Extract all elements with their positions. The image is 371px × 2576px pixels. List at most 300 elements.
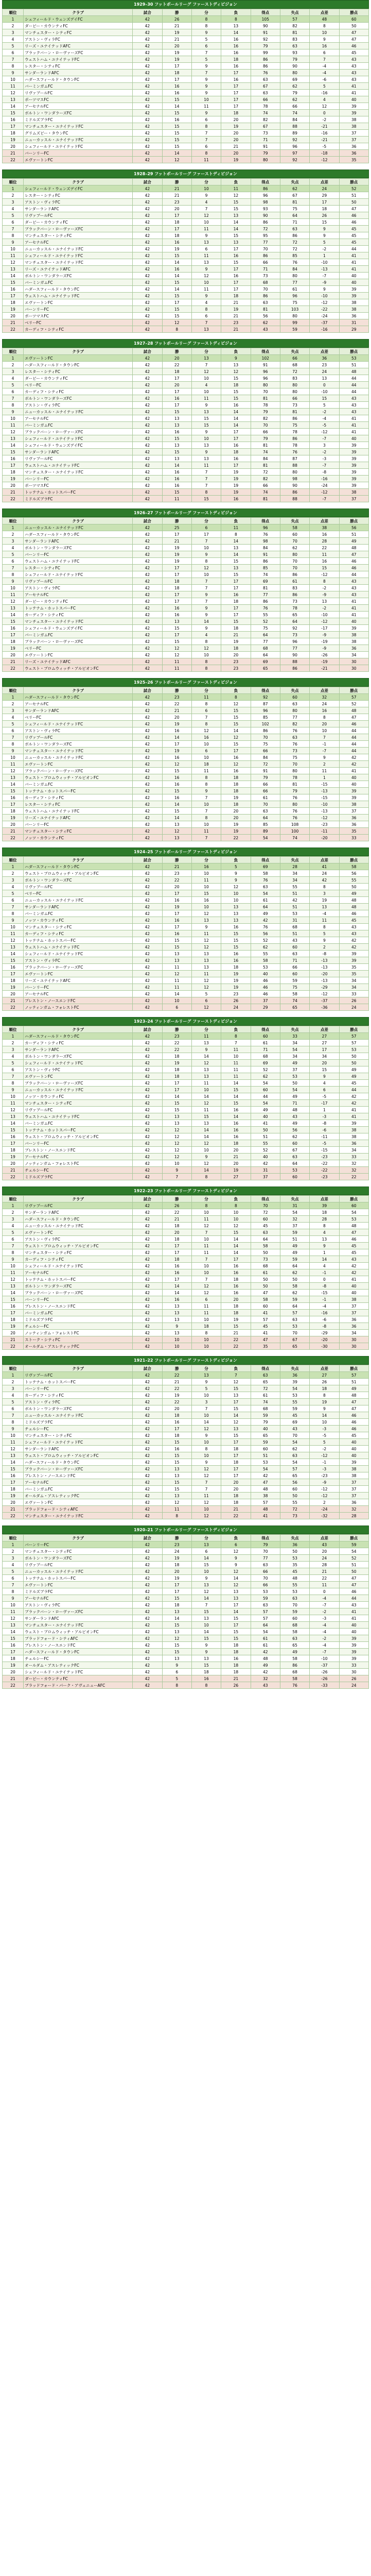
table-cell: 62 <box>280 1290 309 1296</box>
club-name-cell[interactable]: グリムズビー・タウンFC <box>24 130 133 137</box>
club-name-cell[interactable]: トッテナム・ホットスパーFC <box>24 605 133 612</box>
club-name-cell[interactable]: ブラックバーン・ローヴァーズFC <box>24 49 133 56</box>
club-name-cell[interactable]: オールダム・アスレティックFC <box>24 1343 133 1350</box>
table-cell: 15 <box>221 944 251 951</box>
club-name-cell[interactable]: リヴァプールFC <box>24 90 133 96</box>
club-name-cell[interactable]: バーミンガムFC <box>24 422 133 429</box>
club-name-cell[interactable]: アストン・ヴィラFC <box>24 1602 133 1608</box>
club-name-cell[interactable]: シェフィールド・ユナイテッドFC <box>24 1060 133 1066</box>
club-name-cell[interactable]: シェフィールド・ユナイテッドFC <box>24 1669 133 1675</box>
club-name-cell[interactable]: ハダースフィールド・タウンFC <box>24 531 133 538</box>
club-name-cell[interactable]: マンチェスター・シティFC <box>24 232 133 239</box>
club-name-cell[interactable]: アストン・ヴィラFC <box>24 1236 133 1243</box>
table-cell: 23 <box>310 362 339 368</box>
table-cell: 42 <box>133 571 162 578</box>
club-name-cell[interactable]: リーズ・ユナイテッドAFC <box>24 266 133 273</box>
club-name-cell[interactable]: サンダーランドAFC <box>24 904 133 910</box>
club-name-cell[interactable]: ニューカッスル・ユナイテッドFC <box>24 1223 133 1229</box>
club-name-cell[interactable]: バーミンガムFC <box>24 279 133 286</box>
club-name-cell[interactable]: サンダーランドAFC <box>24 70 133 76</box>
club-name-cell[interactable]: ベリーFC <box>24 645 133 652</box>
club-name-cell[interactable]: チェルシーFC <box>24 1655 133 1662</box>
club-name-cell[interactable]: バーミンガムFC <box>24 781 133 788</box>
club-name-cell[interactable]: リヴァプールFC <box>24 734 133 741</box>
club-name-cell[interactable]: プレストン・ノースエンドFC <box>24 1642 133 1649</box>
club-name-cell[interactable]: バーンリーFC <box>24 476 133 482</box>
club-name-cell[interactable]: プレストン・ノースエンドFC <box>24 1147 133 1154</box>
club-name-cell[interactable]: ニューカッスル・ユナイテッドFC <box>24 246 133 252</box>
table-cell: 21 <box>3 1167 24 1174</box>
club-name-cell[interactable]: シェフィールド・ユナイテッドFC <box>24 1263 133 1269</box>
club-name-cell[interactable]: エヴァートンFC <box>24 1073 133 1080</box>
table-row <box>3 157 369 163</box>
club-name-cell[interactable]: ノッティンガム・フォレストFC <box>24 1330 133 1336</box>
club-name-cell[interactable]: バーンリーFC <box>24 551 133 558</box>
club-name-cell[interactable]: ハダースフィールド・タウンFC <box>24 863 133 870</box>
table-cell: 22 <box>221 1336 251 1343</box>
club-name-cell[interactable]: アーセナルFC <box>24 1154 133 1160</box>
table-cell: 42 <box>133 429 162 435</box>
club-name-cell[interactable]: ポーツマスFC <box>24 313 133 319</box>
club-name-cell[interactable]: ボルトン・ワンダラーズFC <box>24 1053 133 1060</box>
club-name-cell[interactable]: ボルトン・ワンダラーズFC <box>24 877 133 884</box>
table-cell: 3 <box>3 707 24 714</box>
table-cell: 44 <box>339 571 368 578</box>
club-name-cell[interactable]: チェルシーFC <box>24 1426 133 1432</box>
club-name-cell[interactable]: ニューカッスル・ユナイテッドFC <box>24 1568 133 1575</box>
club-name-cell[interactable]: エヴァートンFC <box>24 355 133 362</box>
club-name-cell[interactable]: マンチェスター・ユナイテッドFC <box>24 123 133 130</box>
club-name-cell[interactable]: ウェスト・ブロムウィッチ・アルビオンFC <box>24 1133 133 1140</box>
club-name-cell[interactable]: トッテナム・ホットスパーFC <box>24 1379 133 1385</box>
club-name-cell[interactable]: ダービー・カウンティFC <box>24 23 133 29</box>
club-name-cell[interactable]: リーズ・ユナイテッドAFC <box>24 815 133 821</box>
club-name-cell[interactable]: リヴァプールFC <box>24 1202 133 1209</box>
club-name-cell[interactable]: バーンリーFC <box>24 1385 133 1392</box>
club-name-cell[interactable]: バーミンガムFC <box>24 910 133 917</box>
club-name-cell[interactable]: リーズ・ユナイテッドAFC <box>24 43 133 49</box>
club-name-cell[interactable]: バーンリーFC <box>24 150 133 157</box>
table-cell: 10 <box>191 1269 221 1276</box>
club-name-cell[interactable]: バーンリーFC <box>24 1541 133 1548</box>
club-name-cell[interactable]: アーセナルFC <box>24 103 133 110</box>
club-name-cell[interactable]: ウェストハム・ユナイテッドFC <box>24 56 133 63</box>
table-cell: 57 <box>251 1499 280 1506</box>
table-cell: 10 <box>162 1160 191 1167</box>
table-cell: 9 <box>310 754 339 761</box>
club-name-cell[interactable]: サンダーランドAFC <box>24 1046 133 1053</box>
club-name-cell[interactable]: アストン・ヴィラFC <box>24 36 133 43</box>
club-name-cell[interactable]: レスター・シティFC <box>24 368 133 375</box>
club-name-cell[interactable]: カーディフ・シティFC <box>24 326 133 333</box>
club-name-cell[interactable]: ニューカッスル・ユナイテッドFC <box>24 1412 133 1419</box>
club-name-cell[interactable]: アーセナルFC <box>24 1479 133 1486</box>
club-name-cell[interactable]: リヴァプールFC <box>24 884 133 890</box>
table-cell: 19 <box>162 1392 191 1399</box>
club-name-cell[interactable]: マンチェスター・シティFC <box>24 1100 133 1107</box>
club-name-cell[interactable]: ブラックバーン・ローヴァーズFC <box>24 638 133 645</box>
club-name-cell[interactable]: マンチェスター・ユナイテッドFC <box>24 259 133 266</box>
club-name-cell[interactable]: ブラックバーン・ローヴァーズFC <box>24 226 133 232</box>
club-name-cell[interactable]: マンチェスター・シティFC <box>24 1548 133 1555</box>
table-cell: 62 <box>280 545 309 551</box>
table-cell: 22 <box>162 1385 191 1392</box>
table-cell: 44 <box>339 1087 368 1093</box>
club-name-cell[interactable]: ダービー・カウンティFC <box>24 375 133 382</box>
table-cell: 10 <box>3 585 24 591</box>
club-name-cell[interactable]: アストン・ヴィラFC <box>24 1066 133 1073</box>
club-name-cell[interactable]: ニューカッスル・ユナイテッドFC <box>24 754 133 761</box>
club-name-cell[interactable]: エヴァートンFC <box>24 299 133 306</box>
club-name-cell[interactable]: ブラックバーン・ローヴァーズFC <box>24 1080 133 1087</box>
table-row <box>3 1555 369 1562</box>
table-cell: 10 <box>162 1343 191 1350</box>
club-name-cell[interactable]: ハダースフィールド・タウンFC <box>24 1459 133 1466</box>
club-name-cell[interactable]: シェフィールド・ウェンズデイFC <box>24 442 133 449</box>
club-name-cell[interactable]: カーディフ・シティFC <box>24 1256 133 1263</box>
table-cell: 59 <box>251 1595 280 1602</box>
club-name-cell[interactable]: バーミンガムFC <box>24 83 133 90</box>
club-name-cell[interactable]: アーセナルFC <box>24 239 133 246</box>
club-name-cell[interactable]: プレストン・ノースエンドFC <box>24 1472 133 1479</box>
club-name-cell[interactable]: エヴァートンFC <box>24 1499 133 1506</box>
table-cell: 86 <box>280 435 309 442</box>
club-name-cell[interactable]: シェフィールド・ユナイテッドFC <box>24 721 133 727</box>
club-name-cell[interactable]: ブラックバーン・ローヴァーズFC <box>24 1466 133 1472</box>
club-name-cell[interactable]: ボルトン・ワンダラーズFC <box>24 545 133 551</box>
club-name-cell[interactable]: トッテナム・ホットスパーFC <box>24 788 133 794</box>
club-name-cell[interactable]: カーディフ・シティFC <box>24 388 133 395</box>
table-cell: 58 <box>251 957 280 964</box>
club-name-cell[interactable]: リヴァプールFC <box>24 1372 133 1379</box>
table-cell: 71 <box>280 957 309 964</box>
table-cell: 23 <box>162 870 191 877</box>
club-name-cell[interactable]: ニューカッスル・ユナイテッドFC <box>24 137 133 143</box>
table-cell: 4 <box>3 1223 24 1229</box>
club-name-cell[interactable]: バーンリーFC <box>24 821 133 828</box>
club-name-cell[interactable]: ハダースフィールド・タウンFC <box>24 1033 133 1040</box>
club-name-cell[interactable]: バーンリーFC <box>24 984 133 991</box>
club-name-cell[interactable]: マンチェスター・シティFC <box>24 924 133 930</box>
club-name-cell[interactable]: エヴァートンFC <box>24 971 133 977</box>
club-name-cell[interactable]: ニューカッスル・ユナイテッドFC <box>24 409 133 415</box>
club-name-cell[interactable]: ミドルズブラFC <box>24 1316 133 1323</box>
club-name-cell[interactable]: マンチェスター・シティFC <box>24 1432 133 1439</box>
club-name-cell[interactable]: トッテナム・ホットスパーFC <box>24 937 133 944</box>
club-name-cell[interactable]: チェルシーFC <box>24 1167 133 1174</box>
club-name-cell[interactable]: マンチェスター・ユナイテッドFC <box>24 1622 133 1629</box>
table-cell: 10 <box>191 1343 221 1350</box>
club-name-cell[interactable]: ニューカッスル・ユナイテッドFC <box>24 524 133 531</box>
club-name-cell[interactable]: バーミンガムFC <box>24 1310 133 1316</box>
club-name-cell[interactable]: シェフィールド・ユナイテッドFC <box>24 435 133 442</box>
club-name-cell[interactable]: アストン・ヴィラFC <box>24 727 133 734</box>
club-name-cell[interactable]: シェフィールド・ウェンズデイFC <box>24 16 133 23</box>
club-name-cell[interactable]: リヴァプールFC <box>24 455 133 462</box>
club-name-cell[interactable]: ウェストハム・ユナイテッドFC <box>24 462 133 469</box>
club-name-cell[interactable]: リヴァプールFC <box>24 1562 133 1568</box>
table-cell: 11 <box>191 768 221 774</box>
club-name-cell[interactable]: トッテナム・ホットスパーFC <box>24 489 133 496</box>
club-name-cell[interactable]: リヴァプールFC <box>24 578 133 585</box>
table-cell: 11 <box>162 964 191 971</box>
club-name-cell[interactable]: シェフィールド・ユナイテッドFC <box>24 143 133 150</box>
table-cell: 48 <box>280 1107 309 1113</box>
club-name-cell[interactable]: マンチェスター・ユナイテッドFC <box>24 618 133 625</box>
club-name-cell[interactable]: プレストン・ノースエンドFC <box>24 1303 133 1310</box>
club-name-cell[interactable]: ブラックバーン・ローヴァーズFC <box>24 1608 133 1615</box>
table-cell: 10 <box>3 1263 24 1269</box>
club-name-cell[interactable]: ニューカッスル・ユナイテッドFC <box>24 1087 133 1093</box>
table-cell: 14 <box>162 734 191 741</box>
club-name-cell[interactable]: レスター・シティFC <box>24 63 133 70</box>
table-cell: 40 <box>251 1154 280 1160</box>
club-name-cell[interactable]: ハダースフィールド・タウンFC <box>24 1216 133 1223</box>
table-cell: 27 <box>221 1174 251 1180</box>
table-cell: 42 <box>133 388 162 395</box>
club-name-cell[interactable]: トッテナム・ホットスパーFC <box>24 1127 133 1133</box>
table-cell: 13 <box>162 618 191 625</box>
table-cell: 92 <box>251 36 280 43</box>
table-cell: 42 <box>133 1290 162 1296</box>
club-name-cell[interactable]: アストン・ヴィラFC <box>24 199 133 206</box>
table-row <box>3 774 369 781</box>
club-name-cell[interactable]: ウェスト・ブロムウィッチ・アルビオンFC <box>24 1243 133 1249</box>
club-name-cell[interactable]: プレストン・ノースエンドFC <box>24 997 133 1004</box>
club-name-cell[interactable]: ミドルズブラFC <box>24 1419 133 1426</box>
club-name-cell[interactable]: ストーク・シティFC <box>24 1336 133 1343</box>
club-name-cell[interactable]: ノッティンガム・フォレストFC <box>24 1004 133 1011</box>
club-name-cell[interactable]: ハダースフィールド・タウンFC <box>24 76 133 83</box>
club-name-cell[interactable]: アーセナルFC <box>24 591 133 598</box>
club-name-cell[interactable]: ブラックバーン・ローヴァーズFC <box>24 768 133 774</box>
club-name-cell[interactable]: ウェストハム・ユナイテッドFC <box>24 293 133 299</box>
table-cell: 19 <box>221 984 251 991</box>
club-name-cell[interactable]: ブラックバーン・ローヴァーズFC <box>24 1290 133 1296</box>
club-name-cell[interactable]: バーミンガムFC <box>24 1120 133 1127</box>
club-name-cell[interactable]: アーセナルFC <box>24 991 133 997</box>
table-cell: 13 <box>162 951 191 957</box>
table-cell: 26 <box>221 997 251 1004</box>
club-name-cell[interactable]: ミドルズブラFC <box>24 496 133 502</box>
club-name-cell[interactable]: アストン・ヴィラFC <box>24 1399 133 1405</box>
table-cell: 6 <box>191 1548 221 1555</box>
club-name-cell[interactable]: ノッツ・カウンティFC <box>24 835 133 841</box>
club-name-cell[interactable]: サンダーランドAFC <box>24 707 133 714</box>
club-name-cell[interactable]: ノッティンガム・フォレストFC <box>24 1160 133 1167</box>
club-name-cell[interactable]: ウェストハム・ユナイテッドFC <box>24 1113 133 1120</box>
club-name-cell[interactable]: サンダーランドAFC <box>24 1615 133 1622</box>
table-row <box>3 1513 369 1519</box>
table-cell: 60 <box>339 16 368 23</box>
club-name-cell[interactable]: シェフィールド・ウェンズデイFC <box>24 185 133 192</box>
club-name-cell[interactable]: マンチェスター・ユナイテッドFC <box>24 1513 133 1519</box>
table-cell: 40 <box>339 1283 368 1290</box>
club-name-cell[interactable]: ブラックバーン・ローヴァーズFC <box>24 964 133 971</box>
club-name-cell[interactable]: オールダム・アスレティックFC <box>24 1493 133 1499</box>
table-cell: 24 <box>221 1004 251 1011</box>
table-cell: 40 <box>339 1629 368 1635</box>
club-name-cell[interactable]: アストン・ヴィラFC <box>24 957 133 964</box>
club-name-cell[interactable]: ウェスト・ブロムウィッチ・アルビオンFC <box>24 665 133 672</box>
table-cell: -19 <box>310 638 339 645</box>
table-cell: 42 <box>133 1107 162 1113</box>
club-name-cell[interactable]: マンチェスター・シティFC <box>24 1249 133 1256</box>
club-name-cell[interactable]: シェフィールド・ユナイテッドFC <box>24 1439 133 1446</box>
table-cell: 54 <box>280 1087 309 1093</box>
table-row <box>3 1635 369 1642</box>
club-name-cell[interactable]: バーンリーFC <box>24 306 133 313</box>
table-cell: 18 <box>162 585 191 591</box>
club-name-cell[interactable]: アストン・ヴィラFC <box>24 585 133 591</box>
table-cell: -23 <box>310 1174 339 1180</box>
club-name-cell[interactable]: ミドルズブラFC <box>24 1588 133 1595</box>
club-name-cell[interactable]: マンチェスター・シティFC <box>24 828 133 835</box>
table-cell: 42 <box>133 482 162 489</box>
table-cell: 42 <box>133 1310 162 1316</box>
club-name-cell[interactable]: ブラックバーン・ローヴァーズFC <box>24 429 133 435</box>
table-cell: 42 <box>133 808 162 815</box>
club-name-cell[interactable]: トッテナム・ホットスパーFC <box>24 1575 133 1582</box>
club-name-cell[interactable]: シェフィールド・ウェンズデイFC <box>24 625 133 632</box>
club-name-cell[interactable]: アストン・ヴィラFC <box>24 402 133 409</box>
club-name-cell[interactable]: バーンリーFC <box>24 1296 133 1303</box>
club-name-cell[interactable]: ウェスト・ブロムウィッチ・アルビオンFC <box>24 774 133 781</box>
club-name-cell[interactable]: マンチェスター・ユナイテッドFC <box>24 469 133 476</box>
club-name-cell[interactable]: ボルトン・ワンダラーズFC <box>24 1283 133 1290</box>
club-name-cell[interactable]: アーセナルFC <box>24 1595 133 1602</box>
club-name-cell[interactable]: ミドルズブラFC <box>24 1174 133 1180</box>
club-name-cell[interactable]: ベリーFC <box>24 319 133 326</box>
table-cell: 1 <box>3 1202 24 1209</box>
club-name-cell[interactable]: リーズ・ユナイテッドAFC <box>24 977 133 984</box>
club-name-cell[interactable]: エヴァートンFC <box>24 157 133 163</box>
club-name-cell[interactable]: レスター・シティFC <box>24 801 133 808</box>
club-name-cell[interactable]: ミドルズブラFC <box>24 116 133 123</box>
club-name-cell[interactable]: シェフィールド・ユナイテッドFC <box>24 252 133 259</box>
club-name-cell[interactable]: ウェスト・ブロムウィッチ・アルビオンFC <box>24 1629 133 1635</box>
table-cell: 8 <box>191 1174 221 1180</box>
club-name-cell[interactable]: ウェストハム・ユナイテッドFC <box>24 808 133 815</box>
club-name-cell[interactable]: リヴァプールFC <box>24 212 133 219</box>
club-name-cell[interactable]: ハダースフィールド・タウンFC <box>24 286 133 293</box>
club-name-cell[interactable]: カーディフ・シティFC <box>24 930 133 937</box>
club-name-cell[interactable]: ウェストハム・ユナイテッドFC <box>24 944 133 951</box>
club-name-cell[interactable]: レスター・シティFC <box>24 565 133 571</box>
table-cell: 15 <box>162 293 191 299</box>
table-cell: 15 <box>191 415 221 422</box>
club-name-cell[interactable]: バーンリーFC <box>24 1140 133 1147</box>
club-name-cell[interactable]: ボルトン・ワンダラーズFC <box>24 1555 133 1562</box>
table-cell: 18 <box>3 299 24 306</box>
club-name-cell[interactable]: バーミンガムFC <box>24 632 133 638</box>
club-name-cell[interactable]: ブラッドフォード・シティAFC <box>24 1635 133 1642</box>
club-name-cell[interactable]: サンダーランドAFC <box>24 1209 133 1216</box>
club-name-cell[interactable]: アーセナルFC <box>24 701 133 707</box>
club-name-cell[interactable]: ノッツ・カウンティFC <box>24 917 133 924</box>
club-name-cell[interactable]: アーセナルFC <box>24 1269 133 1276</box>
club-name-cell[interactable]: オールダム・アスレティックFC <box>24 1662 133 1669</box>
club-name-cell[interactable]: カーディフ・シティFC <box>24 1392 133 1399</box>
table-cell: 15 <box>162 137 191 143</box>
club-name-cell[interactable]: ベリーFC <box>24 714 133 721</box>
table-cell: 13 <box>221 1426 251 1432</box>
club-name-cell[interactable]: アーセナルFC <box>24 415 133 422</box>
club-name-cell[interactable]: ウェストハム・ユナイテッドFC <box>24 558 133 565</box>
club-name-cell[interactable]: サンダーランドAFC <box>24 1446 133 1452</box>
club-name-cell[interactable]: カーディフ・シティFC <box>24 612 133 618</box>
table-cell: 44 <box>339 382 368 388</box>
table-cell: 45 <box>251 1223 280 1229</box>
table-cell: 72 <box>251 1209 280 1216</box>
club-name-cell[interactable]: ベリーFC <box>24 382 133 388</box>
club-name-cell[interactable]: エヴァートンFC <box>24 1229 133 1236</box>
club-name-cell[interactable]: ハダースフィールド・タウンFC <box>24 362 133 368</box>
table-cell: 17 <box>3 462 24 469</box>
club-name-cell[interactable]: ボルトン・ワンダラーズFC <box>24 395 133 402</box>
club-name-cell[interactable]: トッテナム・ホットスパーFC <box>24 1276 133 1283</box>
club-name-cell[interactable]: ウェスト・ブロムウィッチ・アルビオンFC <box>24 1452 133 1459</box>
club-name-cell[interactable]: ブラッドフォード・シティAFC <box>24 1506 133 1513</box>
table-cell: 63 <box>280 1154 309 1160</box>
club-name-cell[interactable]: ボルトン・ワンダラーズFC <box>24 741 133 748</box>
club-name-cell[interactable]: ダービー・カウンティFC <box>24 219 133 226</box>
club-name-cell[interactable]: ボルトン・ワンダラーズFC <box>24 110 133 116</box>
club-name-cell[interactable]: ハダースフィールド・タウンFC <box>24 694 133 701</box>
table-cell: 18 <box>162 1053 191 1060</box>
table-cell: -1 <box>310 1269 339 1276</box>
club-name-cell[interactable]: ハダースフィールド・タウンFC <box>24 1649 133 1655</box>
table-cell: 15 <box>3 957 24 964</box>
club-name-cell[interactable]: エヴァートンFC <box>24 761 133 768</box>
club-name-cell[interactable]: バーミンガムFC <box>24 1486 133 1493</box>
table-cell: 13 <box>221 545 251 551</box>
club-name-cell[interactable]: リヴァプールFC <box>24 1107 133 1113</box>
table-cell: 8 <box>310 884 339 890</box>
club-name-cell[interactable]: ボルトン・ワンダラーズFC <box>24 273 133 279</box>
club-name-cell[interactable]: シェフィールド・ユナイテッドFC <box>24 571 133 578</box>
club-name-cell[interactable]: カーディフ・シティFC <box>24 794 133 801</box>
club-name-cell[interactable]: リーズ・ユナイテッドAFC <box>24 658 133 665</box>
club-name-cell[interactable]: ポーツマスFC <box>24 96 133 103</box>
club-name-cell[interactable]: ブラッドフォード・パーク・アヴェニューAFC <box>24 1682 133 1689</box>
club-name-cell[interactable]: ウェスト・ブロムウィッチ・アルビオンFC <box>24 870 133 877</box>
club-name-cell[interactable]: シェフィールド・ユナイテッドFC <box>24 951 133 957</box>
column-header: 点差 <box>310 179 339 185</box>
club-name-cell[interactable]: ベリーFC <box>24 890 133 897</box>
table-cell: 68 <box>251 1053 280 1060</box>
club-name-cell[interactable]: カーディフ・シティFC <box>24 1040 133 1046</box>
club-name-cell[interactable]: エヴァートンFC <box>24 1582 133 1588</box>
club-name-cell[interactable]: ノッツ・カウンティFC <box>24 1093 133 1100</box>
club-name-cell[interactable]: エヴァートンFC <box>24 652 133 658</box>
club-name-cell[interactable]: サンダーランドAFC <box>24 538 133 545</box>
club-name-cell[interactable]: サンダーランドAFC <box>24 449 133 455</box>
club-name-cell[interactable]: ダービー・カウンティFC <box>24 598 133 605</box>
table-cell: 1 <box>3 1541 24 1548</box>
club-name-cell[interactable]: ダービー・カウンティFC <box>24 1675 133 1682</box>
club-name-cell[interactable]: サンダーランドAFC <box>24 206 133 212</box>
club-name-cell[interactable]: マンチェスター・ユナイテッドFC <box>24 748 133 754</box>
table-cell: 48 <box>251 1486 280 1493</box>
club-name-cell[interactable]: チェルシーFC <box>24 1323 133 1330</box>
club-name-cell[interactable]: ポーツマスFC <box>24 482 133 489</box>
club-name-cell[interactable]: ボルトン・ワンダラーズFC <box>24 1405 133 1412</box>
club-name-cell[interactable]: レスター・シティFC <box>24 192 133 199</box>
club-name-cell[interactable]: ニューカッスル・ユナイテッドFC <box>24 897 133 904</box>
club-name-cell[interactable]: マンチェスター・シティFC <box>24 29 133 36</box>
table-cell: 17 <box>162 212 191 219</box>
